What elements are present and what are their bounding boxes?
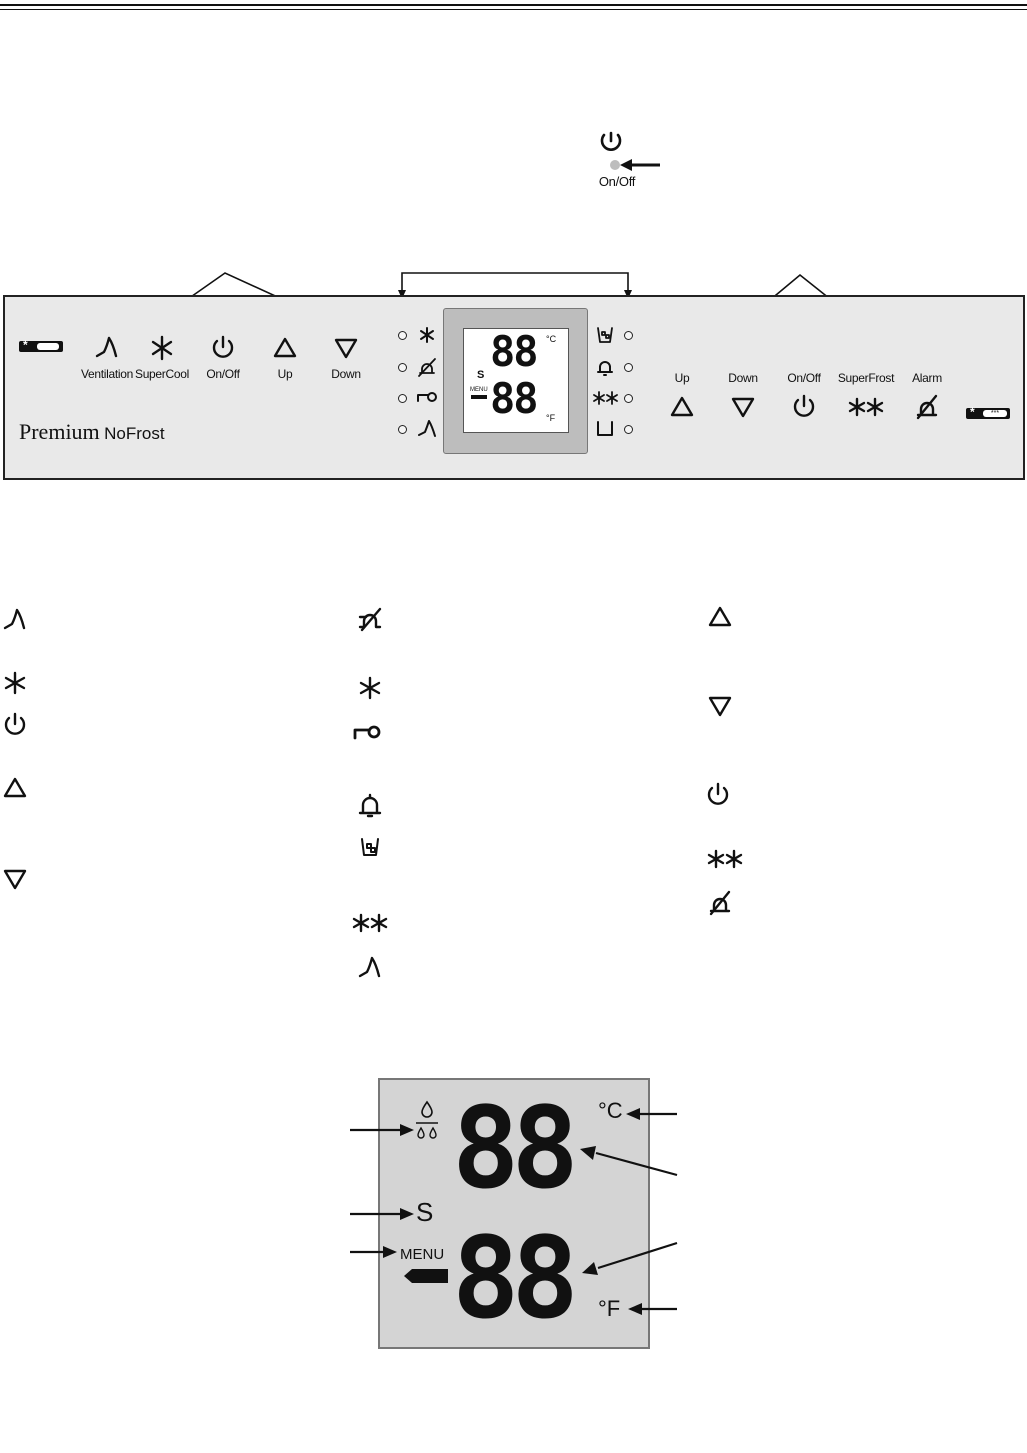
legend-column-1 — [0, 595, 40, 905]
brand-logo — [19, 419, 165, 445]
alarm-off-icon — [419, 359, 435, 376]
container-icon — [598, 422, 612, 435]
ice-bucket-icon — [362, 839, 378, 855]
panel-display-screen — [463, 328, 569, 433]
panel-digits-top: 88 — [490, 327, 537, 376]
double-snowflake-icon — [709, 851, 741, 867]
detail-callout-arrows — [340, 1095, 690, 1335]
header-rule — [0, 4, 1027, 10]
left-down-label: Down — [331, 367, 361, 381]
fan-icon — [5, 610, 24, 628]
legend-column-2 — [350, 600, 400, 990]
key-icon — [355, 727, 379, 738]
left-up-label: Up — [277, 367, 293, 381]
right-indicator-icons — [593, 325, 621, 445]
right-down-label: Down — [728, 371, 758, 385]
panel-s-label: S — [477, 369, 485, 381]
double-snowflake-icon — [594, 392, 617, 404]
indicator-led — [398, 363, 407, 372]
indicator-led — [624, 331, 633, 340]
power-icon — [6, 714, 24, 734]
bell-icon — [598, 362, 612, 375]
panel-display-frame — [443, 308, 588, 454]
triangle-down-icon — [733, 399, 753, 416]
legend-column-3 — [700, 595, 750, 925]
left-indicator-icons — [415, 325, 439, 445]
alarm-off-icon — [918, 396, 936, 418]
superfrost-label: SuperFrost — [837, 371, 895, 385]
indicator-led — [624, 425, 633, 434]
triangle-down-icon — [5, 871, 25, 888]
fridge-indicator-icon: * — [19, 341, 63, 352]
triangle-down-icon — [336, 340, 356, 357]
right-up-label: Up — [674, 371, 690, 385]
top-power-callout — [590, 128, 670, 188]
detail-digits-top: 88 — [452, 1084, 571, 1214]
key-icon — [418, 393, 436, 401]
panel-digits-bottom: 88 — [490, 374, 537, 423]
detail-digits-bottom: 88 — [452, 1214, 571, 1344]
double-snowflake-icon — [354, 915, 386, 931]
panel-menu-label: MENU — [470, 387, 488, 393]
detail-unit-f: °F — [598, 1296, 621, 1321]
power-icon — [795, 396, 813, 416]
triangle-down-icon — [710, 698, 730, 715]
triangle-up-icon — [5, 779, 25, 796]
detail-s-label: S — [416, 1197, 434, 1227]
triangle-up-icon — [672, 398, 692, 415]
snowflake-icon — [421, 328, 433, 342]
triangle-up-icon — [710, 608, 730, 625]
fan-icon — [97, 338, 116, 356]
alarm-off-icon — [711, 892, 729, 914]
triangle-up-icon — [275, 339, 295, 356]
alarm-button[interactable] — [882, 371, 972, 431]
indicator-led — [624, 394, 633, 403]
snowflake-icon — [361, 678, 379, 698]
indicator-led — [624, 363, 633, 372]
fan-icon — [360, 958, 379, 976]
power-icon — [214, 337, 232, 357]
detail-unit-c: °C — [598, 1098, 623, 1123]
detail-menu-label: MENU — [400, 1246, 445, 1263]
alarm-label: Alarm — [912, 371, 942, 385]
indicator-led — [398, 425, 407, 434]
left-down-button[interactable] — [301, 334, 391, 390]
supercool-label: SuperCool — [134, 367, 189, 381]
power-led — [610, 160, 620, 170]
brand-premium: Premium — [19, 419, 100, 444]
alarm-off-icon — [360, 609, 380, 630]
brand-nofrost: NoFrost — [104, 424, 165, 443]
panel-unit-c: °C — [546, 334, 557, 344]
fan-icon — [419, 421, 435, 436]
ice-bucket-icon — [598, 328, 612, 342]
power-icon — [709, 784, 727, 804]
left-onoff-label: On/Off — [206, 367, 240, 381]
menu-bar-icon — [471, 395, 487, 399]
indicator-led — [398, 331, 407, 340]
bell-icon — [360, 795, 380, 816]
ventilation-label: Ventilation — [80, 367, 134, 381]
snowflake-icon — [6, 673, 24, 693]
control-panel — [3, 295, 1025, 480]
top-power-label: On/Off — [598, 174, 636, 189]
freezer-indicator-icon: * *** — [966, 408, 1010, 419]
snowflake-icon — [153, 337, 171, 359]
double-snowflake-icon — [850, 399, 882, 415]
indicator-led — [398, 394, 407, 403]
right-onoff-label: On/Off — [787, 371, 821, 385]
panel-unit-f: °F — [546, 413, 556, 423]
